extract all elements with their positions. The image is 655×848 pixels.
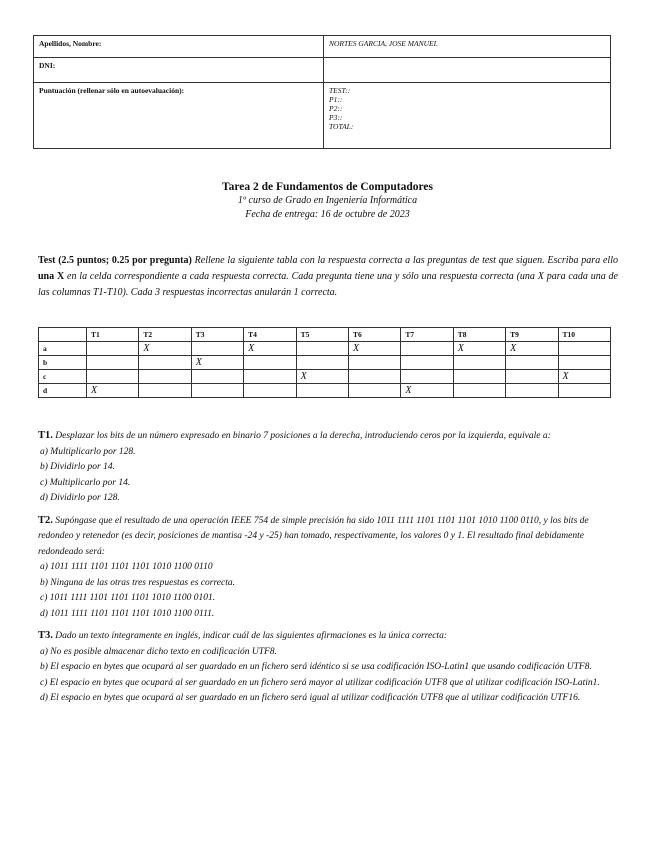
grid-cell[interactable]: [87, 356, 139, 370]
grid-cell[interactable]: X: [558, 370, 610, 384]
name-value: NORTES GARCIA, JOSE MANUEL: [324, 36, 611, 58]
grid-cell[interactable]: [191, 384, 243, 398]
grid-cell[interactable]: [244, 370, 296, 384]
grid-col-t5: T5: [296, 328, 348, 342]
question-option: b) Dividirlo por 14.: [40, 462, 115, 472]
row-label: b: [39, 356, 87, 370]
question-option: a) Multiplicarlo por 128.: [40, 446, 136, 457]
question-option: c) El espacio en bytes que ocupará al ser guardado en un fichero será mayor al utilizar codificación UTF8 que al utilizar codificación ISO-Latin1.: [40, 677, 600, 688]
document-title: Tarea 2 de Fundamentos de Computadores: [222, 181, 433, 193]
instructions-emphasis: una X: [38, 271, 65, 282]
grid-col-t4: T4: [244, 328, 296, 342]
name-label: Apellidos, Nombre:: [34, 36, 324, 58]
grid-cell[interactable]: [558, 356, 610, 370]
grid-cell[interactable]: [348, 370, 400, 384]
question-option: c) Multiplicarlo por 14.: [40, 477, 131, 488]
grid-col-t1: T1: [87, 328, 139, 342]
question-option: b) Ninguna de las otras tres respuestas es correcta.: [40, 577, 236, 588]
question-text: Dado un texto íntegramente en inglés, indicar cuál de las siguientes afirmaciones es la única correcta:: [52, 631, 447, 641]
grid-cell[interactable]: [453, 384, 505, 398]
answer-grid-header: [39, 328, 611, 342]
grid-cell[interactable]: X: [87, 384, 139, 398]
question-t2: [38, 513, 618, 623]
grid-cell[interactable]: [348, 384, 400, 398]
question-option: d) Dividirlo por 128.: [40, 493, 120, 503]
grid-cell[interactable]: X: [296, 370, 348, 384]
grid-cell[interactable]: [558, 342, 610, 356]
question-option: a) 1011 1111 1101 1101 1101 1010 1100 0110: [40, 562, 213, 572]
score-values: [324, 83, 611, 149]
question-number: T2.: [38, 514, 53, 526]
instructions-part1: Rellene la siguiente tabla con la respuesta correcta a las preguntas de test que siguen. Escriba para ello: [191, 255, 618, 266]
grid-cell[interactable]: [348, 356, 400, 370]
grid-cell[interactable]: [401, 356, 453, 370]
grid-cell[interactable]: X: [244, 342, 296, 356]
question-option: c) 1011 1111 1101 1101 1101 1010 1100 0101.: [40, 593, 216, 603]
grid-row-c: [39, 370, 611, 384]
test-instructions: [38, 253, 618, 301]
question-option: b) El espacio en bytes que ocupará al ser guardado en un fichero será idéntico si se usa codificación ISO-Latin1 que usando codificación UTF8.: [40, 662, 592, 672]
grid-cell[interactable]: [296, 384, 348, 398]
grid-cell[interactable]: [506, 370, 558, 384]
question-text: Desplazar los bits de un número expresado en binario 7 posiciones a la derecha, introduciendo ceros por la izquierda, equivale a:: [52, 431, 551, 441]
grid-cell[interactable]: X: [139, 342, 191, 356]
grid-cell[interactable]: X: [506, 342, 558, 356]
question-number: T3.: [38, 630, 53, 641]
row-label: a: [39, 342, 87, 356]
grid-col-t2: T2: [139, 328, 191, 342]
grid-cell[interactable]: X: [348, 342, 400, 356]
grid-cell[interactable]: [244, 384, 296, 398]
score-test: TEST::: [329, 86, 351, 95]
grid-col-t10: T10: [558, 328, 610, 342]
identification-table: [33, 35, 611, 149]
question-t1: [38, 428, 618, 507]
grid-cell[interactable]: [244, 356, 296, 370]
questions-section: [38, 428, 618, 713]
grid-corner: [39, 328, 87, 342]
grid-cell[interactable]: [401, 370, 453, 384]
grid-col-t7: T7: [401, 328, 453, 342]
dni-label: DNI:: [34, 58, 324, 83]
question-number: T1.: [38, 430, 53, 441]
grid-cell[interactable]: [191, 342, 243, 356]
grid-cell[interactable]: [139, 356, 191, 370]
grid-cell[interactable]: [87, 342, 139, 356]
grid-cell[interactable]: [139, 370, 191, 384]
grid-cell[interactable]: X: [191, 356, 243, 370]
test-heading: Test (2.5 puntos; 0.25 por pregunta): [38, 255, 192, 266]
grid-cell[interactable]: X: [453, 342, 505, 356]
grid-row-d: [39, 384, 611, 398]
grid-row-a: [39, 342, 611, 356]
grid-cell[interactable]: [296, 342, 348, 356]
grid-row-b: [39, 356, 611, 370]
row-label: c: [39, 370, 87, 384]
score-total: TOTAL:: [329, 122, 354, 131]
grid-cell[interactable]: X: [401, 384, 453, 398]
instructions-part2: en la celda correspondiente a cada respuesta correcta. Cada pregunta tiene una y sólo una respuesta correcta (una X para cada una de las columnas T1-T10). Cada 3 respuestas incorrectas anularán 1 correcta.: [38, 271, 618, 298]
grid-cell[interactable]: [506, 384, 558, 398]
grid-cell[interactable]: [296, 356, 348, 370]
grid-cell[interactable]: [191, 370, 243, 384]
score-label: Puntuación (rellenar sólo en autoevaluación):: [34, 83, 324, 149]
grid-col-t9: T9: [506, 328, 558, 342]
score-p2: P2::: [329, 104, 343, 113]
grid-cell[interactable]: [558, 384, 610, 398]
grid-col-t3: T3: [191, 328, 243, 342]
dni-value: [324, 58, 611, 83]
grid-cell[interactable]: [87, 370, 139, 384]
course-subtitle: 1º curso de Grado en Ingeniería Informática: [237, 195, 418, 206]
grid-cell[interactable]: [401, 342, 453, 356]
row-label: d: [39, 384, 87, 398]
due-date: Fecha de entrega: 16 de octubre de 2023: [245, 209, 410, 220]
score-p3: P3::: [329, 113, 343, 122]
grid-cell[interactable]: [506, 356, 558, 370]
grid-cell[interactable]: [139, 384, 191, 398]
question-t3: [38, 628, 618, 707]
question-option: d) 1011 1111 1101 1101 1101 1010 1100 0111.: [40, 608, 215, 619]
question-option: a) No es posible almacenar dicho texto en codificación UTF8.: [40, 646, 277, 657]
score-p1: P1::: [329, 95, 343, 104]
question-option: d) El espacio en bytes que ocupará al ser guardado en un fichero será igual al utilizar codificación UTF8 que al utilizar codificación UTF16.: [40, 693, 581, 703]
answer-grid: [38, 327, 611, 398]
grid-cell[interactable]: [453, 356, 505, 370]
grid-cell[interactable]: [453, 370, 505, 384]
title-block: [0, 180, 655, 222]
grid-col-t8: T8: [453, 328, 505, 342]
grid-col-t6: T6: [348, 328, 400, 342]
question-text: Supóngase que el resultado de una operación IEEE 754 de simple precisión ha sido 1011 1111 1101 1101 1101 1010 1100 0110, y los bits de redondeo y retenedor (es decir, posiciones de mantisa -24 y -25) han tomado, respectivamente, los valores 0 y 1. El resultado final debidamente redondeado será:: [38, 515, 589, 557]
